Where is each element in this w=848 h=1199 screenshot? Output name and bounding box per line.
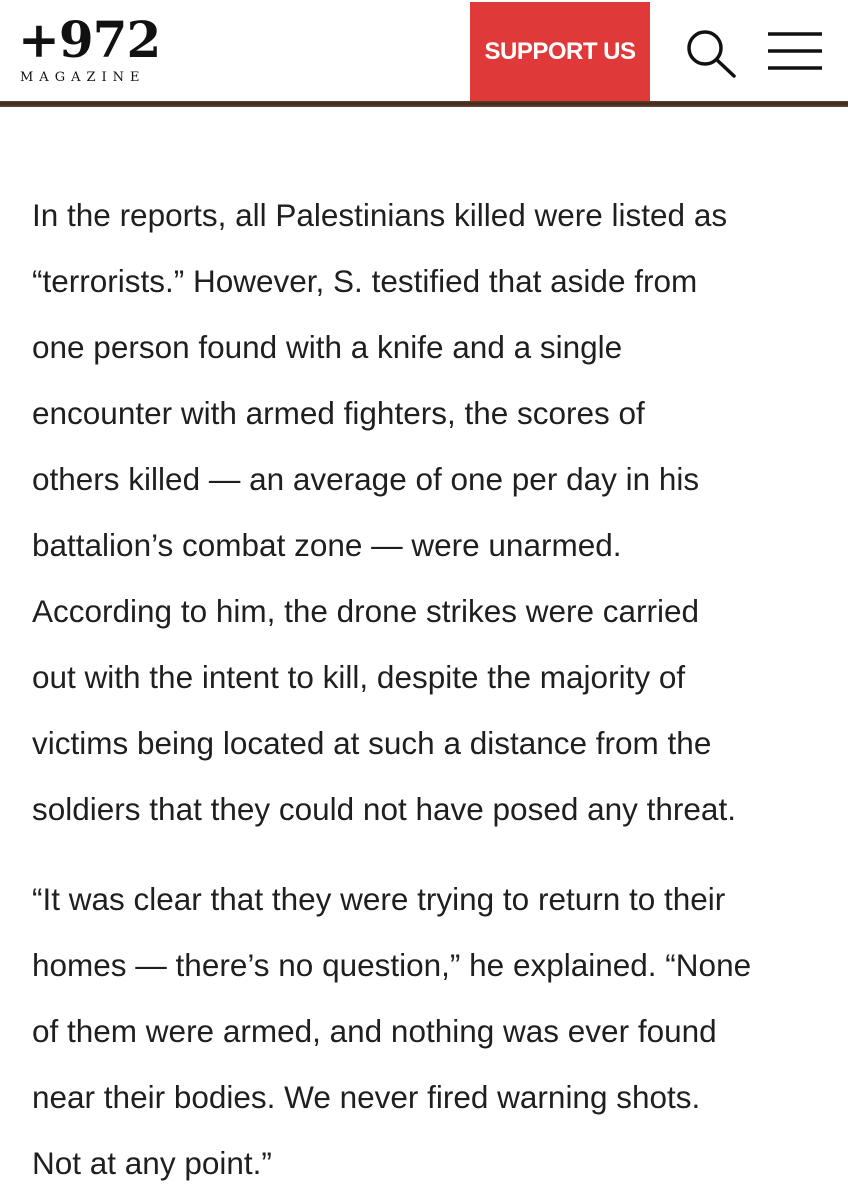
text-line: others killed — an average of one per day in his	[32, 461, 700, 497]
hamburger-menu-icon	[766, 30, 824, 74]
text-line: one person found with a knife and a single	[32, 329, 623, 365]
text-line: In the reports, all Palestinians killed were listed as	[32, 197, 728, 233]
paragraph	[32, 866, 832, 1196]
article-body	[32, 182, 832, 1196]
support-us-label: SUPPORT US	[484, 37, 636, 65]
text-line: “It was clear that they were trying to return to their	[32, 881, 726, 917]
site-logo[interactable]	[18, 4, 178, 94]
site-header	[0, 0, 848, 103]
support-us-button[interactable]	[470, 2, 650, 103]
text-line: victims being located at such a distance from the	[32, 725, 712, 761]
text-line: of them were armed, and nothing was ever found	[32, 1013, 717, 1049]
paragraph	[32, 182, 832, 842]
search-icon	[682, 26, 740, 80]
text-line: According to him, the drone strikes were carried	[32, 593, 700, 629]
search-button[interactable]	[682, 26, 740, 80]
logo-subtitle: MAGAZINE	[20, 70, 146, 85]
text-line: out with the intent to kill, despite the majority of	[32, 659, 686, 695]
menu-button[interactable]	[766, 30, 824, 74]
text-line: encounter with armed fighters, the scores of	[32, 395, 645, 431]
text-line: near their bodies. We never fired warning shots.	[32, 1079, 701, 1115]
header-divider	[0, 101, 848, 107]
logo-wordmark: +972	[18, 10, 161, 69]
text-line: homes — there’s no question,” he explained. “None	[32, 947, 752, 983]
text-line: Not at any point.”	[32, 1145, 272, 1181]
text-line: “terrorists.” However, S. testified that aside from	[32, 263, 698, 299]
text-line: battalion’s combat zone — were unarmed.	[32, 527, 622, 563]
text-line: soldiers that they could not have posed any threat.	[32, 791, 736, 827]
